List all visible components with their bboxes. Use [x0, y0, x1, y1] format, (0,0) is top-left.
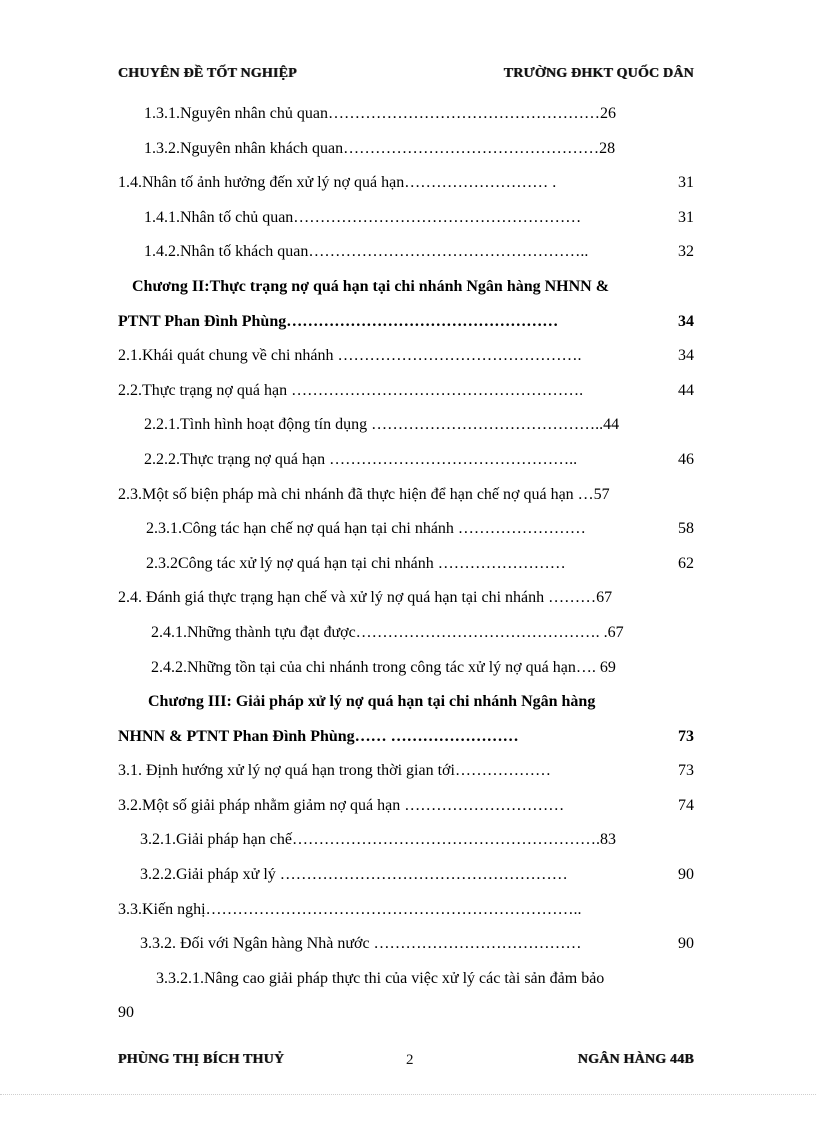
- toc-entry-text: 3.2.1.Giải pháp hạn chế………………………………………………….83: [140, 831, 616, 849]
- page-bottom-divider: [0, 1094, 816, 1095]
- toc-entry: [118, 547, 696, 582]
- toc-entry: [118, 893, 696, 928]
- toc-entry-page: 73: [678, 762, 694, 780]
- toc-entry: [118, 374, 696, 409]
- toc-entry-page: 90: [678, 866, 694, 884]
- toc-entry: [118, 512, 696, 547]
- toc-entry: [118, 443, 696, 478]
- toc-entry-text: 3.3.2. Đối với Ngân hàng Nhà nước …………………………………: [140, 935, 582, 953]
- toc-entry-text: 2.4. Đánh giá thực trạng hạn chế và xử lý nợ quá hạn tại chi nhánh ………67: [118, 589, 613, 607]
- toc-entry-text: 2.2.2.Thực trạng nợ quá hạn ………………………………………..: [144, 450, 578, 468]
- toc-entry: [118, 616, 696, 651]
- toc-entry: [118, 996, 696, 1031]
- table-of-contents: [118, 97, 696, 1031]
- toc-entry-page: 62: [678, 554, 694, 572]
- toc-entry-page: 34: [678, 312, 694, 330]
- toc-entry: [118, 166, 696, 201]
- page-header: [118, 66, 694, 90]
- toc-entry: [118, 651, 696, 686]
- toc-entry: [118, 962, 696, 997]
- toc-entry-page: 46: [678, 450, 694, 468]
- toc-entry-text: 1.3.2.Nguyên nhân khách quan…………………………………………28: [144, 139, 616, 157]
- toc-entry-page: 73: [678, 727, 694, 745]
- toc-entry-page: 31: [678, 208, 694, 226]
- toc-entry-page: 31: [678, 174, 694, 192]
- toc-entry: [118, 339, 696, 374]
- toc-entry-page: 44: [678, 381, 694, 399]
- toc-entry-text: NHNN & PTNT Phan Đình Phùng…… ……………………: [118, 727, 519, 745]
- toc-entry-text: 2.2.1.Tình hình hoạt động tín dụng ……………………………………..44: [144, 416, 620, 434]
- toc-entry: [118, 581, 696, 616]
- toc-entry-text: 3.1. Định hướng xử lý nợ quá hạn trong thời gian tới………………: [118, 762, 551, 780]
- header-right-title: TRƯỜNG ĐHKT QUỐC DÂN: [503, 66, 694, 81]
- toc-entry: [118, 270, 696, 305]
- toc-entry-text: 3.3.2.1.Nâng cao giải pháp thực thi của việc xử lý các tài sản đảm bảo: [156, 969, 605, 987]
- toc-entry: [118, 478, 696, 513]
- toc-entry-text: Chương III: Giải pháp xử lý nợ quá hạn tại chi nhánh Ngân hàng: [148, 693, 596, 711]
- toc-entry: [118, 823, 696, 858]
- toc-entry: [118, 720, 696, 755]
- toc-entry-text: 3.2.2.Giải pháp xử lý ………………………………………………: [140, 866, 568, 884]
- toc-entry-text: 1.4.1.Nhân tố chủ quan………………………………………………: [144, 208, 582, 226]
- toc-entry-text: 2.3.1.Công tác hạn chế nợ quá hạn tại chi nhánh ……………………: [146, 520, 586, 538]
- toc-entry-page: 58: [678, 520, 694, 538]
- toc-entry: [118, 201, 696, 236]
- toc-entry-text: 2.3.Một số biện pháp mà chi nhánh đã thực hiện để hạn chế nợ quá hạn …57: [118, 485, 610, 503]
- toc-entry-text: 1.4.2.Nhân tố khách quan……………………………………………..: [144, 243, 589, 261]
- toc-entry: [118, 97, 696, 132]
- toc-entry-page: 74: [678, 796, 694, 814]
- toc-entry: [118, 685, 696, 720]
- toc-entry-page: 90: [678, 935, 694, 953]
- toc-entry: [118, 789, 696, 824]
- toc-entry: [118, 858, 696, 893]
- toc-entry-page: 32: [678, 243, 694, 261]
- toc-entry-text: 2.3.2Công tác xử lý nợ quá hạn tại chi nhánh ……………………: [146, 554, 566, 572]
- toc-entry: [118, 927, 696, 962]
- toc-entry-text: 3.3.Kiến nghị……………………………………………………………..: [118, 900, 582, 918]
- toc-entry: [118, 305, 696, 340]
- toc-entry: [118, 408, 696, 443]
- toc-entry-text: 90: [118, 1004, 134, 1022]
- toc-entry-text: 1.3.1.Nguyên nhân chủ quan……………………………………………26: [144, 105, 616, 122]
- toc-entry-text: 2.4.2.Những tồn tại của chi nhánh trong công tác xử lý nợ quá hạn…. 69: [151, 658, 616, 676]
- toc-entry-text: 2.2.Thực trạng nợ quá hạn ……………………………………………….: [118, 381, 584, 399]
- footer-author: PHÙNG THỊ BÍCH THUỶ: [118, 1052, 285, 1067]
- toc-entry: [118, 235, 696, 270]
- header-left-title: CHUYÊN ĐỀ TỐT NGHIỆP: [118, 66, 297, 81]
- toc-entry-page: 34: [678, 347, 694, 365]
- toc-entry: [118, 132, 696, 167]
- toc-entry-text: 2.1.Khái quát chung về chi nhánh ……………………………………….: [118, 347, 582, 365]
- toc-entry: [118, 754, 696, 789]
- toc-entry-text: PTNT Phan Đình Phùng……………………………………………: [118, 312, 559, 330]
- toc-entry-text: Chương II:Thực trạng nợ quá hạn tại chi nhánh Ngân hàng NHNN &: [132, 277, 610, 295]
- footer-class: NGÂN HÀNG 44B: [577, 1052, 694, 1067]
- footer-page-number: 2: [406, 1052, 414, 1068]
- toc-entry-text: 3.2.Một số giải pháp nhằm giảm nợ quá hạn …………………………: [118, 796, 565, 814]
- toc-entry-text: 1.4.Nhân tố ảnh hưởng đến xử lý nợ quá hạn……………………… .: [118, 174, 557, 192]
- toc-entry-text: 2.4.1.Những thành tựu đạt được………………………………………. .67: [151, 623, 624, 641]
- page-footer: [118, 1052, 694, 1076]
